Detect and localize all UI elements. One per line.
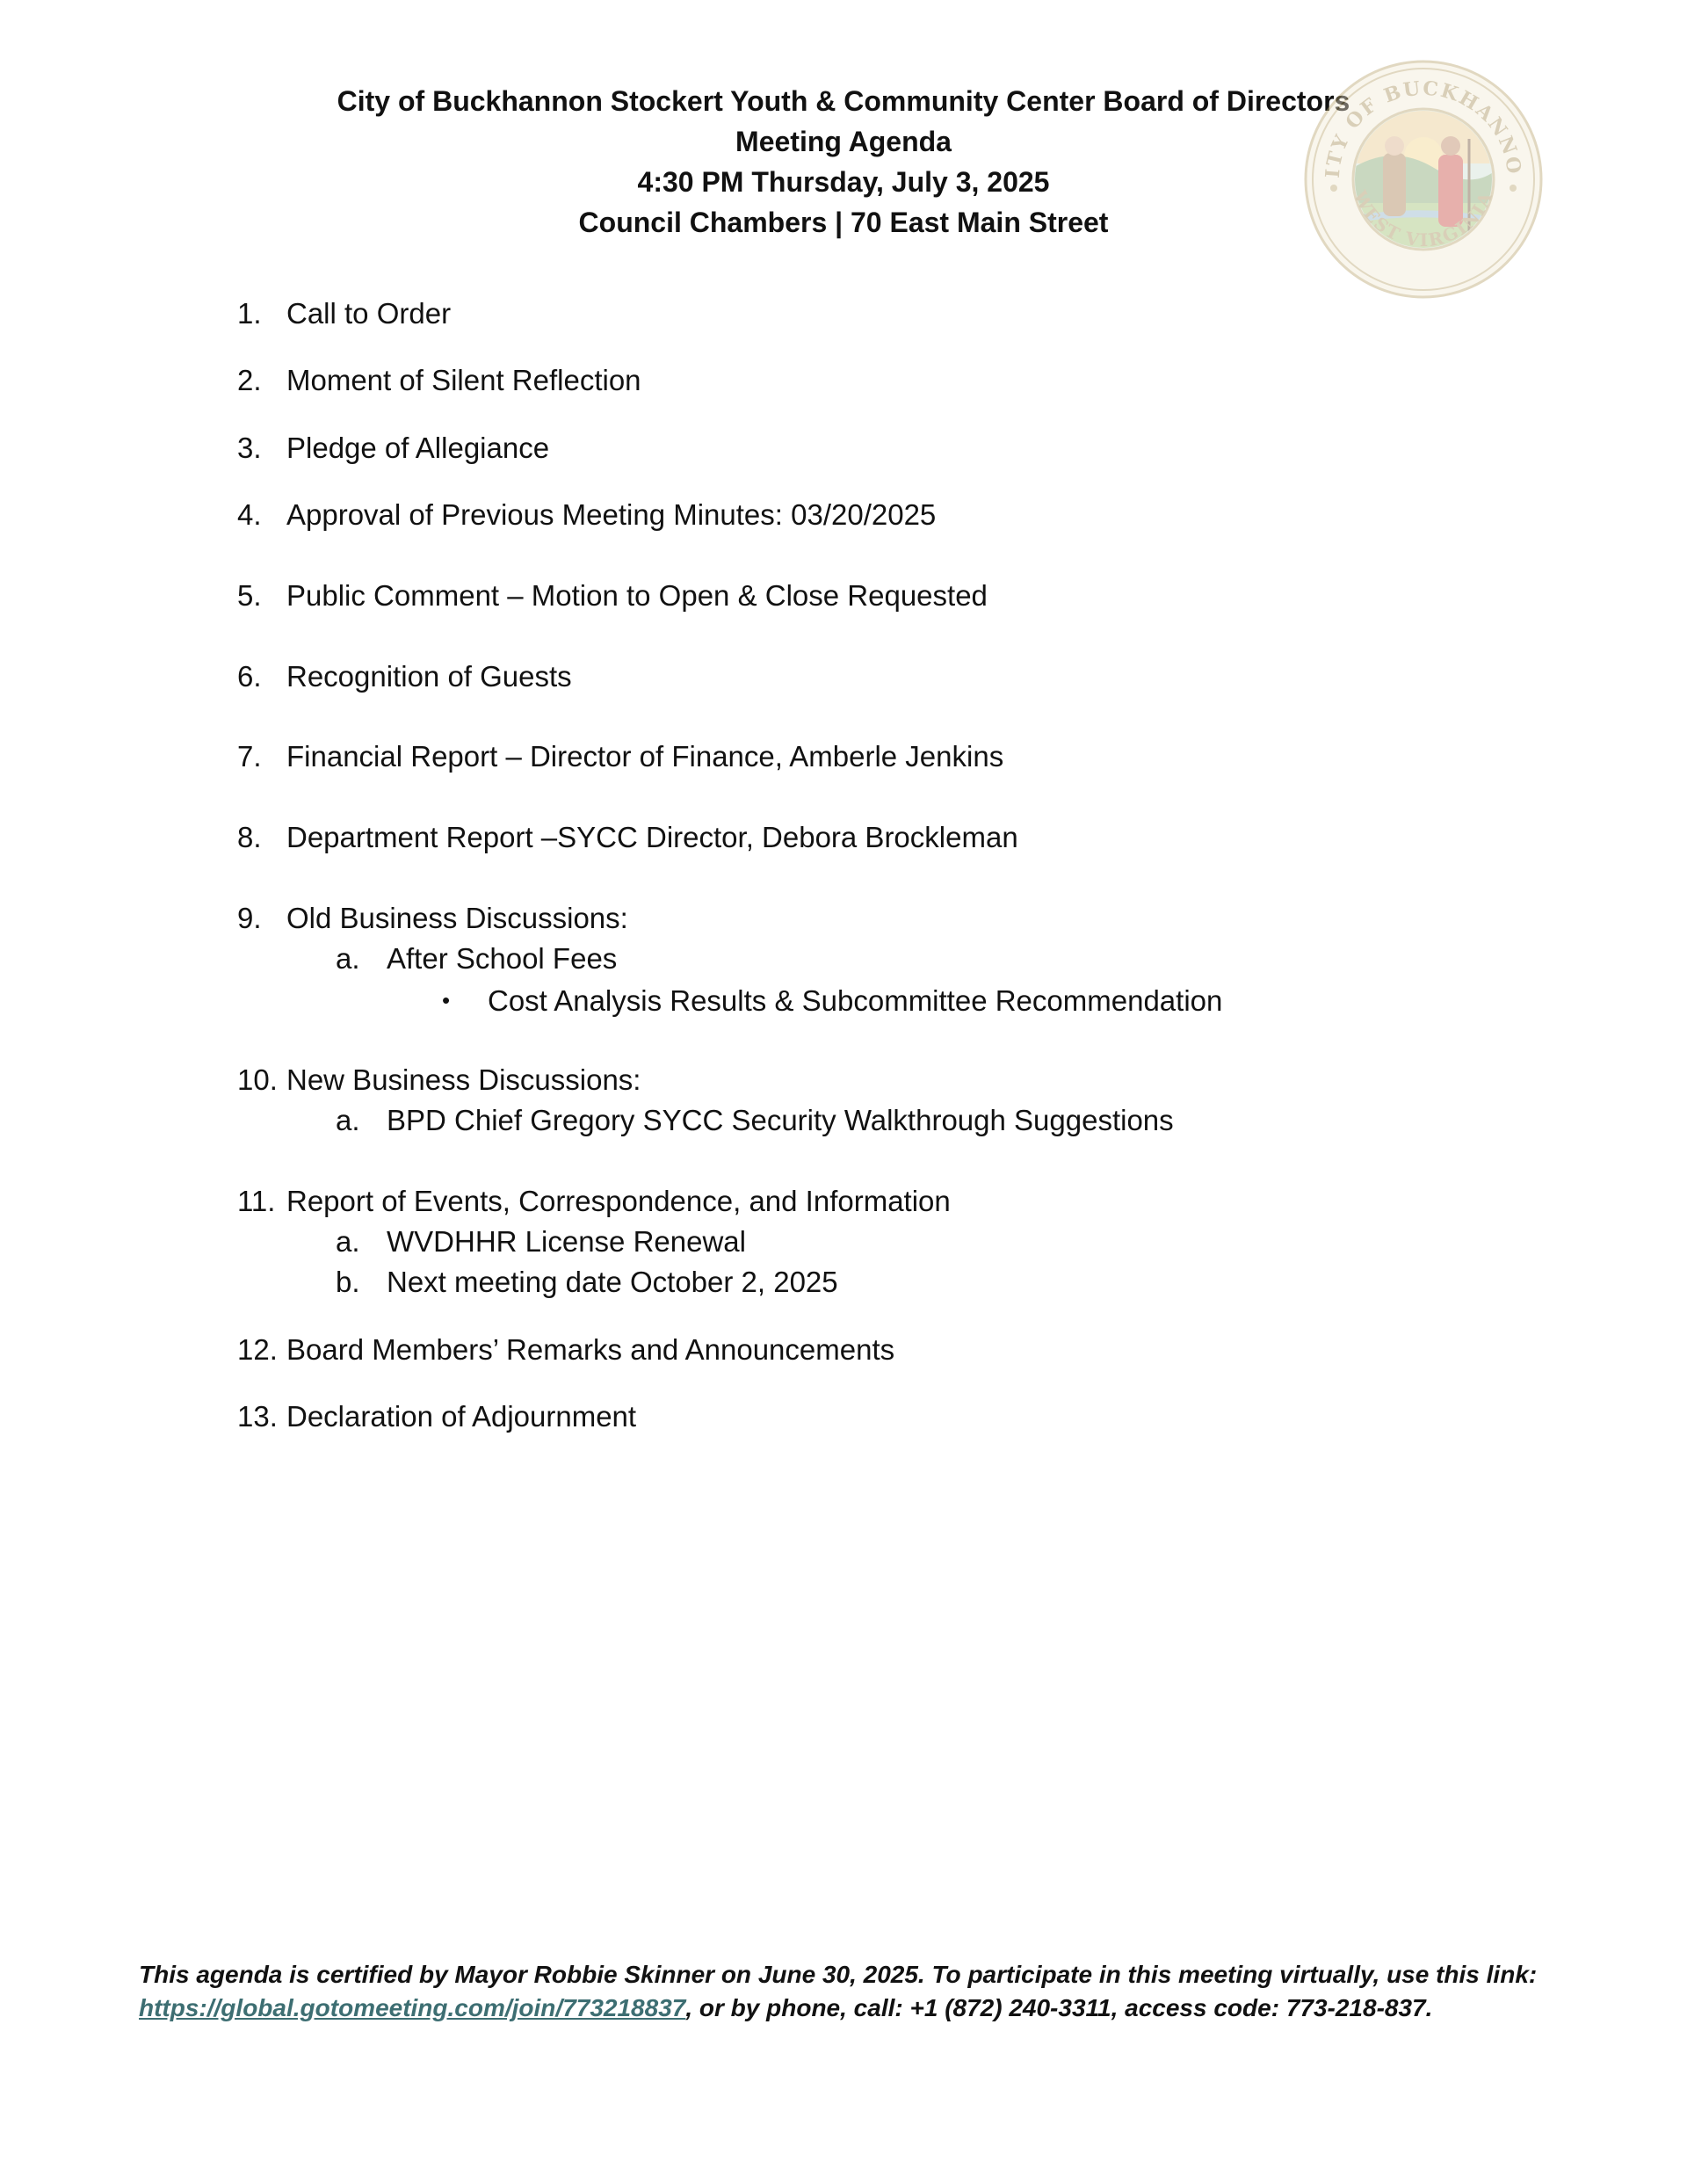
svg-text:CITY OF BUCKHANNON: ITY OF BUCKHANNO [1321, 76, 1526, 179]
agenda-item-number: 12. [237, 1333, 278, 1366]
agenda-item [237, 817, 1018, 858]
agenda-item-number: 1. [237, 297, 262, 330]
agenda-item-text: Old Business Discussions: [286, 902, 628, 934]
agenda-item [237, 1330, 894, 1370]
agenda-item-text: Board Members’ Remarks and Announcements [286, 1333, 895, 1366]
agenda-sub-item [336, 1262, 838, 1302]
agenda-item-number: 11. [237, 1185, 276, 1217]
certification-footer [139, 1958, 1545, 2025]
agenda-item [237, 294, 451, 334]
agenda-item-text: Pledge of Allegiance [286, 432, 550, 464]
header-meeting-datetime: 4:30 PM Thursday, July 3, 2025 [637, 166, 1050, 198]
svg-text:WEST VIRGINIA: WEST VIRGINIA [1349, 187, 1497, 251]
agenda-sub-item [336, 1222, 746, 1262]
agenda-sub-item-text: WVDHHR License Renewal [387, 1225, 746, 1258]
agenda-item-text: Moment of Silent Reflection [286, 364, 641, 396]
agenda-sub-item-letter: a. [336, 1225, 360, 1258]
agenda-bullet-item [435, 981, 1222, 1023]
agenda-item [237, 360, 641, 401]
city-seal-icon [1302, 58, 1545, 301]
bullet-icon: • [442, 987, 451, 1013]
agenda-item-text: Approval of Previous Meeting Minutes: 03/20/2025 [286, 498, 937, 531]
agenda-item-number: 6. [237, 660, 262, 693]
agenda-item-text: Financial Report – Director of Finance, Amberle Jenkins [286, 740, 1004, 773]
agenda-item-number: 10. [237, 1063, 278, 1096]
agenda-sub-item [336, 1100, 1174, 1141]
city-seal-logo [1302, 58, 1545, 301]
agenda-sub-item-letter: a. [336, 942, 360, 975]
agenda-item-number: 3. [237, 432, 262, 464]
agenda-bullet-text: Cost Analysis Results & Subcommittee Recommendation [488, 984, 1223, 1017]
agenda-sub-item [336, 939, 617, 979]
gotomeeting-link[interactable]: https://global.gotomeeting.com/join/773218837 [139, 1994, 686, 2021]
agenda-sub-item-letter: b. [336, 1266, 360, 1298]
header-meeting-location: Council Chambers | 70 East Main Street [578, 207, 1109, 238]
agenda-item [237, 576, 988, 616]
agenda-item-number: 13. [237, 1400, 278, 1433]
agenda-item-number: 5. [237, 579, 262, 612]
agenda-item-number: 9. [237, 902, 262, 934]
agenda-item-text: Declaration of Adjournment [286, 1400, 637, 1433]
agenda-sub-item-letter: a. [336, 1104, 360, 1136]
agenda-item [237, 1060, 641, 1100]
agenda-item [237, 898, 628, 939]
footer-phone-access-text: , or by phone, call: +1 (872) 240-3311, access code: 773-218-837. [685, 1994, 1433, 2021]
agenda-item-text: Call to Order [286, 297, 452, 330]
agenda-item [237, 657, 572, 697]
agenda-sub-item-text: BPD Chief Gregory SYCC Security Walkthrough Suggestions [387, 1104, 1174, 1136]
agenda-item-text: Recognition of Guests [286, 660, 572, 693]
agenda-header [264, 81, 1423, 243]
agenda-item-number: 7. [237, 740, 262, 773]
header-organization-title: City of Buckhannon Stockert Youth & Community Center Board of Directors [337, 85, 1350, 117]
footer-certification-text: This agenda is certified by Mayor Robbie Skinner on June 30, 2025. To participate in this meeting virtually, use this link: [139, 1961, 1538, 1988]
agenda-item [237, 736, 1003, 777]
agenda-item [237, 1181, 951, 1222]
agenda-sub-item-text: Next meeting date October 2, 2025 [387, 1266, 838, 1298]
agenda-item-number: 2. [237, 364, 262, 396]
agenda-item-number: 4. [237, 498, 262, 531]
agenda-item-text: New Business Discussions: [286, 1063, 641, 1096]
agenda-sub-item-text: After School Fees [387, 942, 618, 975]
agenda-item [237, 495, 936, 535]
agenda-item-text: Report of Events, Correspondence, and Information [286, 1185, 951, 1217]
agenda-item [237, 1397, 636, 1437]
agenda-item [237, 428, 549, 468]
header-meeting-agenda-title: Meeting Agenda [735, 126, 952, 157]
agenda-item-text: Department Report –SYCC Director, Debora Brockleman [286, 821, 1018, 853]
agenda-item-text: Public Comment – Motion to Open & Close Requested [286, 579, 988, 612]
agenda-item-number: 8. [237, 821, 262, 853]
